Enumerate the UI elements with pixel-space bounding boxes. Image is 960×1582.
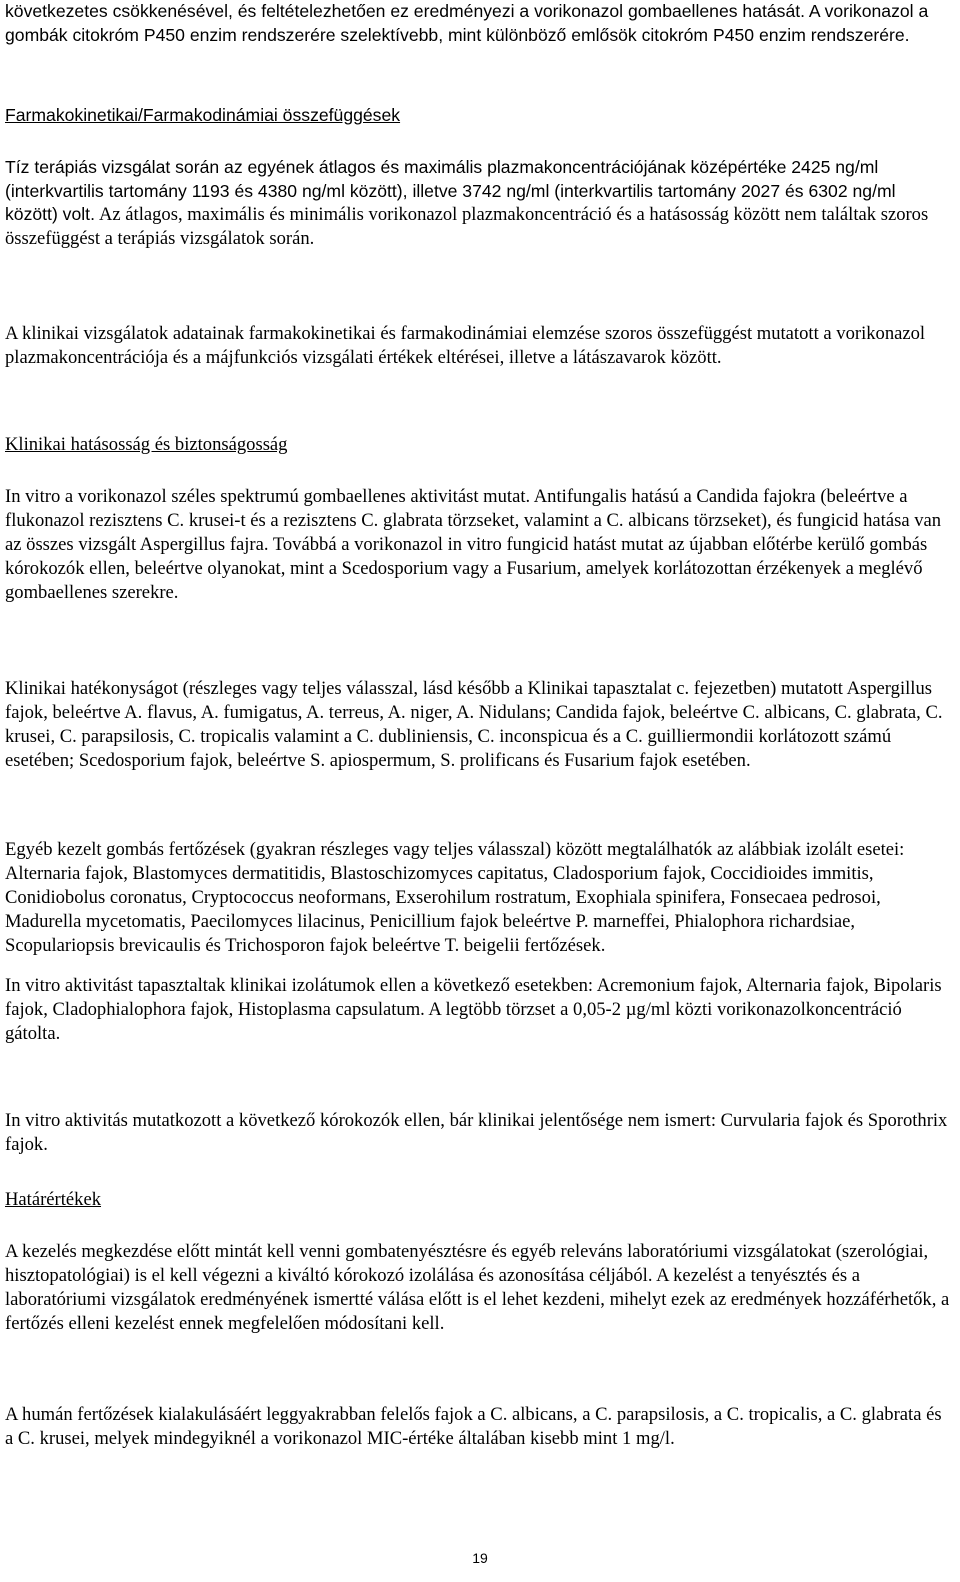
efficacy-paragraph-2: Klinikai hatékonyságot (részleges vagy teljes válasszal, lásd később a Klinikai tapasztalat c. fejezetben) mutatott Aspergillus fajok, beleértve A. flavus, A. fumigatus, A. terreus, A. niger, A. Nidulans; Candida fajok, beleértve C. albicans, C. glabrata, C. krusei, C. parapsilosis, C. tropicalis valamint a C. dubliniensis, C. inconspicua és a C. guilliermondii korlátozott számú esetében; Scedosporium fajok, beleértve S. apiospermum, S. prolificans és Fusarium fajok esetében. [5,678,943,771]
section-heading-breakpoints: Határértékek [5,1189,102,1210]
pkpd-paragraph-1-sans: Tíz terápiás vizsgálat során az egyének átlagos és maximális plazmakoncentrációjának középértéke 2425 ng/ml (interkvartilis tartomány 1193 és 4380 ng/ml között), illetve 3742 ng/ml (interkvartilis tartomány 2027 és 6302 ng/ml között) volt. [5,157,896,224]
breakpoints-paragraph-1: A kezelés megkezdése előtt mintát kell venni gombatenyésztésre és egyéb releváns laboratóriumi vizsgálatokat (szerológiai, hisztopatológiai) is el kell végezni a kiváltó kórokozó izolálása és azonosítása céljából. A kezelést a tenyésztés és a laboratóriumi vizsgálatok eredményének ismertté válása előtt is el lehet kezdeni, mihelyt ezek az eredmények hozzáférhetők, a fertőzés elleni kezelést ennek megfelelően módosítani kell. [5,1241,950,1334]
intro-paragraph: következetes csökkenésével, és feltételezhetően ez eredményezi a vorikonazol gombaellenes hatását. A vorikonazol a gombák citokróm P450 enzim rendszerére szelektívebb, mint különböző emlősök citokróm P450 enzim rendszerére. [5,1,929,45]
breakpoints-paragraph-2: A humán fertőzések kialakulásáért leggyakrabban felelős fajok a C. albicans, a C. parapsilosis, a C. tropicalis, a C. glabrata és a C. krusei, melyek mindegyiknél a vorikonazol MIC-értéke általában kisebb mint 1 mg/l. [5,1404,942,1449]
efficacy-paragraph-5: In vitro aktivitás mutatkozott a következő kórokozók ellen, bár klinikai jelentősége nem ismert: Curvularia fajok és Sporothrix fajok. [5,1110,948,1155]
pkpd-paragraph-1 [5,156,953,251]
page-number: 19 [472,1550,488,1566]
section-heading-pkpd: Farmakokinetikai/Farmakodinámiai összefüggések [5,105,401,125]
efficacy-paragraph-1: In vitro a vorikonazol széles spektrumú gombaellenes aktivitást mutat. Antifungalis hatású a Candida fajokra (beleértve a flukonazol rezisztens C. krusei-t és a rezisztens C. glabrata törzseket, valamint a C. albicans törzseket), és fungicid hatása van az összes vizsgált Aspergillus fajra. Továbbá a vorikonazol in vitro fungicid hatást mutat az újabban előtérbe kerülő gombás kórokozók ellen, beleértve olyanokat, mint a Scedosporium vagy a Fusarium, amelyek korlátozottan érzékenyek a meglévő gombaellenes szerekre. [5,486,942,603]
efficacy-paragraph-4: In vitro aktivitást tapasztaltak klinikai izolátumok ellen a következő esetekben: Acremonium fajok, Alternaria fajok, Bipolaris fajok, Cladophialophora fajok, Histoplasma capsulatum. A legtöbb törzset a 0,05-2 µg/ml közti vorikonazolkoncentráció gátolta. [5,975,942,1044]
pkpd-paragraph-1-serif: Az átlagos, maximális és minimális vorikonazol plazmakoncentráció és a hatásosság között nem találtak szoros összefüggést a terápiás vizsgálatok során. [5,204,929,249]
efficacy-paragraph-3: Egyéb kezelt gombás fertőzések (gyakran részleges vagy teljes válasszal) között megtalálhatók az alábbiak izolált esetei: Alternaria fajok, Blastomyces dermatitidis, Blastoschizomyces capitatus, Cladosporium fajok, Coccidioides immitis, Conidiobolus coronatus, Cryptococcus neoformans, Exserohilum rostratum, Exophiala spinifera, Fonsecaea pedrosoi, Madurella mycetomatis, Paecilomyces lilacinus, Penicillium fajok beleértve P. marneffei, Phialophora richardsiae, Scopulariopsis brevicaulis és Trichosporon fajok beleértve T. beigelii fertőzések. [5,839,905,956]
section-heading-efficacy: Klinikai hatásosság és biztonságosság [5,434,288,455]
pkpd-paragraph-2: A klinikai vizsgálatok adatainak farmakokinetikai és farmakodinámiai elemzése szoros összefüggést mutatott a vorikonazol plazmakoncentrációja és a májfunkciós vizsgálati értékek eltérései, illetve a látászavarok között. [5,323,926,368]
